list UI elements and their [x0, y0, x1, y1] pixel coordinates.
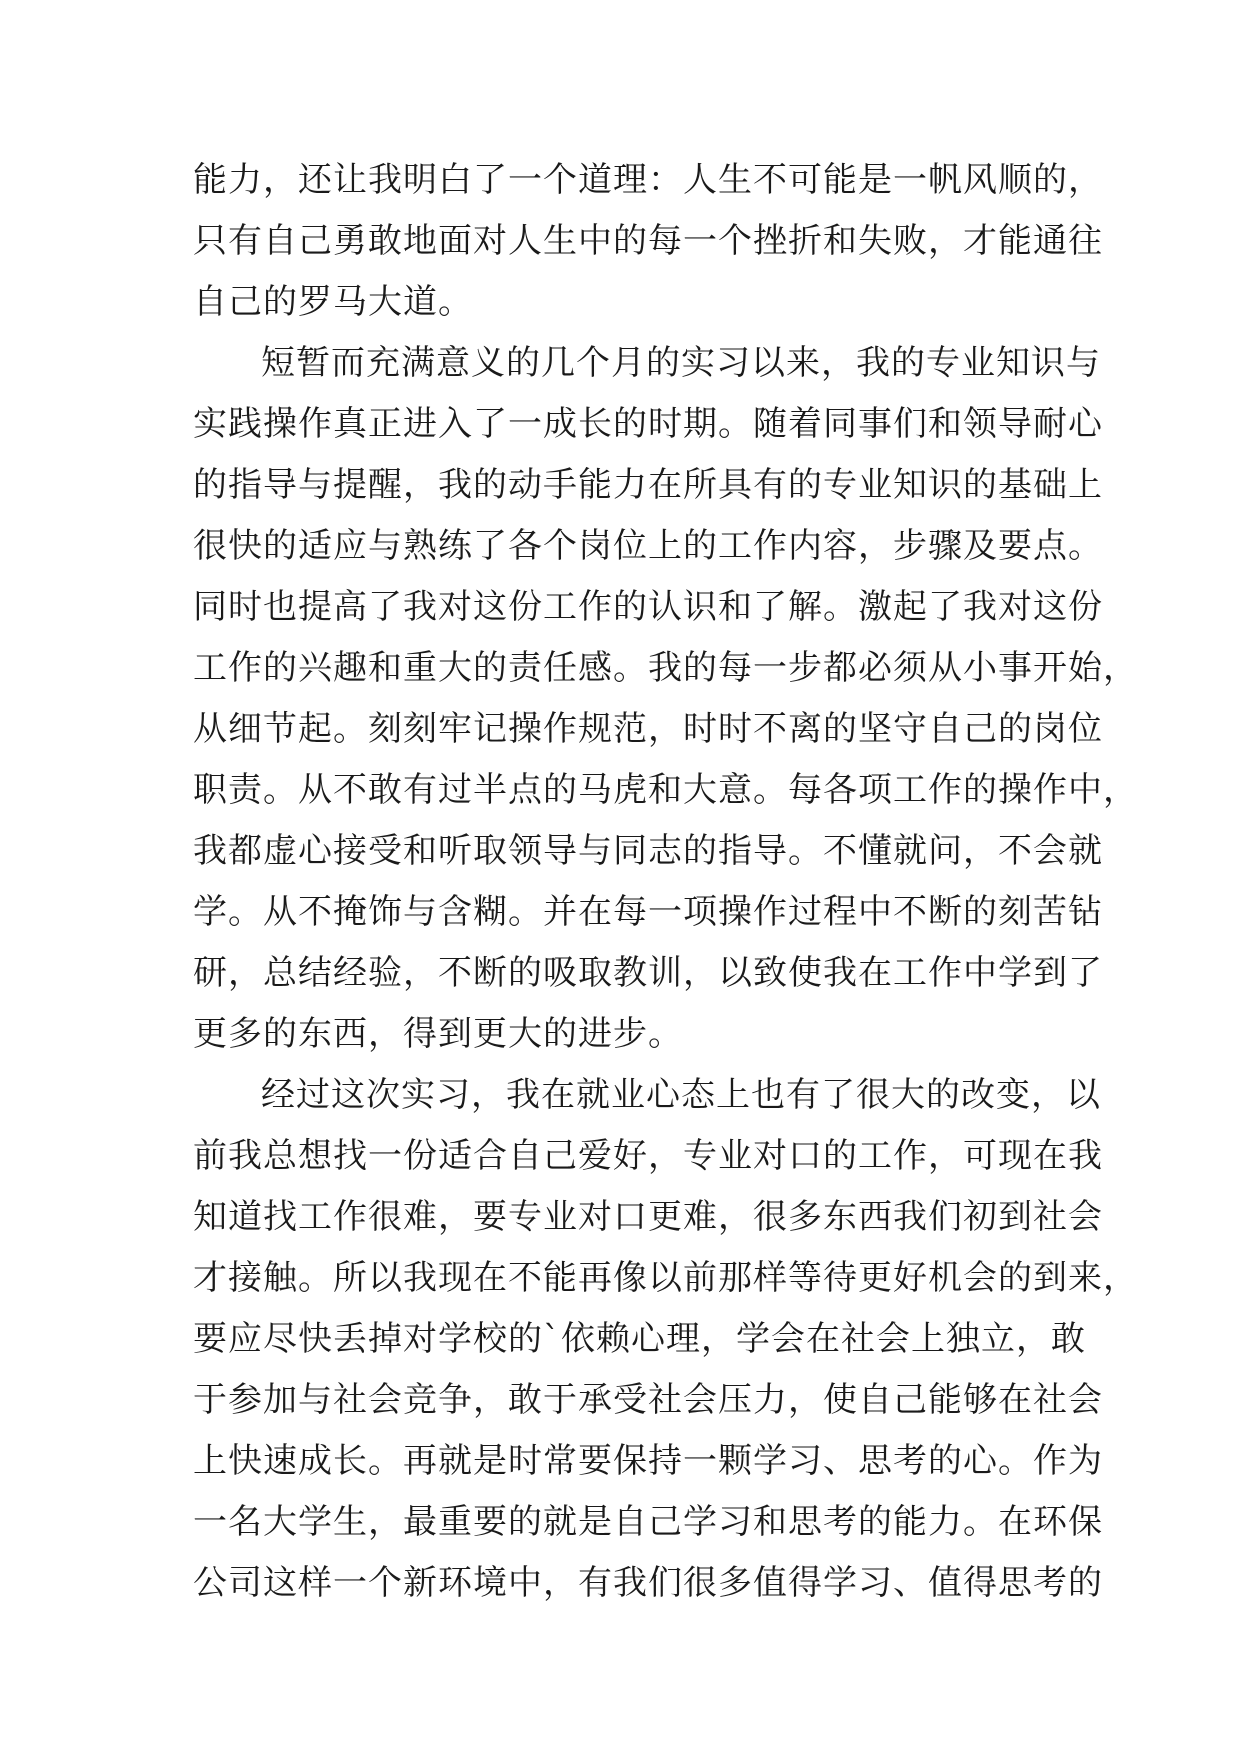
text-line: 能力，还让我明白了一个道理：人生不可能是一帆风顺的， — [193, 160, 1103, 200]
text-line: 自己的罗马大道。 — [193, 282, 473, 322]
text-line: 职责。从不敢有过半点的马虎和大意。每各项工作的操作中， — [193, 770, 1138, 810]
paragraph-first-line: 经过这次实习，我在就业心态上也有了很大的改变，以 — [261, 1075, 1101, 1115]
text-line: 更多的东西，得到更大的进步。 — [193, 1014, 683, 1054]
text-line: 一名大学生，最重要的就是自己学习和思考的能力。在环保 — [193, 1502, 1103, 1542]
text-line: 很快的适应与熟练了各个岗位上的工作内容，步骤及要点。 — [193, 526, 1103, 566]
text-line: 学。从不掩饰与含糊。并在每一项操作过程中不断的刻苦钻 — [193, 892, 1103, 932]
text-line: 于参加与社会竞争，敢于承受社会压力，使自己能够在社会 — [193, 1380, 1103, 1420]
text-line: 上快速成长。再就是时常要保持一颗学习、思考的心。作为 — [193, 1441, 1103, 1481]
text-line: 从细节起。刻刻牢记操作规范，时时不离的坚守自己的岗位 — [193, 709, 1103, 749]
paragraph-first-line: 短暂而充满意义的几个月的实习以来，我的专业知识与 — [261, 343, 1101, 383]
body-text — [193, 150, 1138, 1614]
text-line: 研，总结经验，不断的吸取教训，以致使我在工作中学到了 — [193, 953, 1103, 993]
text-line: 只有自己勇敢地面对人生中的每一个挫折和失败，才能通往 — [193, 221, 1103, 261]
text-line: 知道找工作很难，要专业对口更难，很多东西我们初到社会 — [193, 1197, 1103, 1237]
text-line: 实践操作真正进入了一成长的时期。随着同事们和领导耐心 — [193, 404, 1103, 444]
text-line: 才接触。所以我现在不能再像以前那样等待更好机会的到来， — [193, 1258, 1138, 1298]
text-line: 同时也提高了我对这份工作的认识和了解。激起了我对这份 — [193, 587, 1103, 627]
text-line: 公司这样一个新环境中，有我们很多值得学习、值得思考的 — [193, 1563, 1103, 1603]
text-line: 前我总想找一份适合自己爱好，专业对口的工作，可现在我 — [193, 1136, 1103, 1176]
text-line: 工作的兴趣和重大的责任感。我的每一步都必须从小事开始， — [193, 648, 1138, 688]
text-line: 的指导与提醒，我的动手能力在所具有的专业知识的基础上 — [193, 465, 1103, 505]
text-line: 我都虚心接受和听取领导与同志的指导。不懂就问，不会就 — [193, 831, 1103, 871]
text-line: 要应尽快丢掉对学校的`依赖心理，学会在社会上独立，敢 — [193, 1319, 1086, 1359]
